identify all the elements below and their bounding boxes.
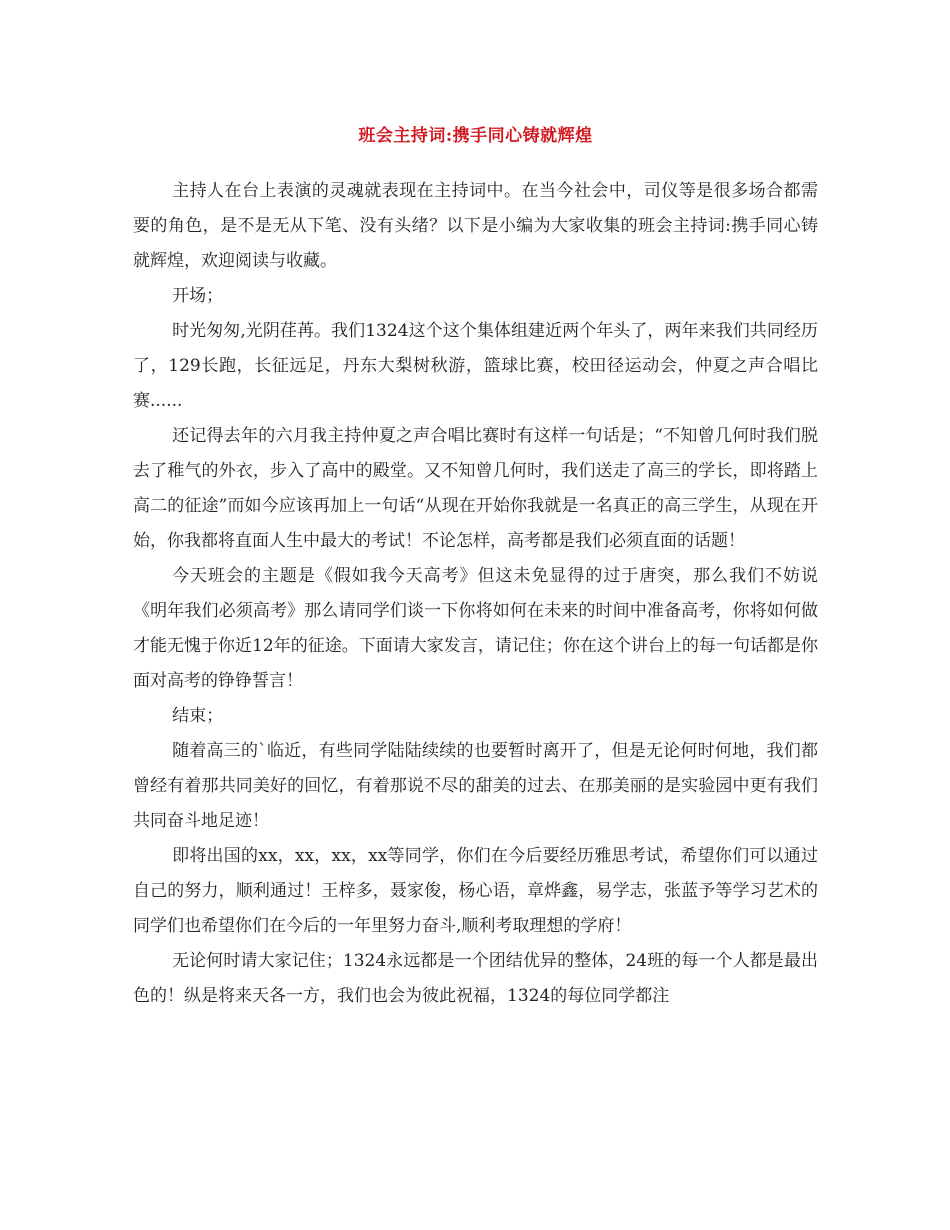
paragraph: 即将出国的xx，xx，xx，xx等同学，你们在今后要经历雅思考试，希望你们可以通过自己的努力，顺利通过！王梓多，聂家俊，杨心语，章烨鑫，易学志，张蓝予等学习艺术的同学们也希望你们在今后的一年里努力奋斗,顺利考取理想的学府！ [133,846,818,936]
paragraph: 无论何时请大家记住；1324永远都是一个团结优异的整体，24班的每一个人都是最出色的！纵是将来天各一方，我们也会为彼此祝福，1324的每位同学都注 [133,951,818,1006]
document-body [133,174,818,1014]
paragraph-opening-heading: 开场； [172,286,224,306]
paragraph-intro: 主持人在台上表演的灵魂就表现在主持词中。在当今社会中，司仪等是很多场合都需要的角色，是不是无从下笔、没有头绪？以下是小编为大家收集的班会主持词:携手同心铸就辉煌，欢迎阅读与收藏。 [133,181,818,271]
paragraph: 还记得去年的六月我主持仲夏之声合唱比赛时有这样一句话是；“不知曾几何时我们脱去了稚气的外衣，步入了高中的殿堂。又不知曾几何时，我们送走了高三的学长，即将踏上高二的征途”而如今应该再加上一句话“从现在开始你我就是一名真正的高三学生，从现在开始，你我都将直面人生中最大的考试！不论怎样，高考都是我们必须直面的话题！ [133,426,818,551]
paragraph: 时光匆匆,光阴荏苒。我们1324这个这个集体组建近两个年头了，两年来我们共同经历了，129长跑，长征远足，丹东大梨树秋游，篮球比赛，校田径运动会，仲夏之声合唱比赛...... [133,321,818,411]
paragraph: 今天班会的主题是《假如我今天高考》但这未免显得的过于唐突，那么我们不妨说《明年我们必须高考》那么请同学们谈一下你将如何在未来的时间中准备高考，你将如何做才能无愧于你近12年的征途。下面请大家发言，请记住；你在这个讲台上的每一句话都是你面对高考的铮铮誓言！ [133,566,818,691]
paragraph: 随着高三的`临近，有些同学陆陆续续的也要暂时离开了，但是无论何时何地，我们都曾经有着那共同美好的回忆，有着那说不尽的甜美的过去、在那美丽的是实验园中更有我们共同奋斗地足迹！ [133,741,818,831]
document-title: 班会主持词:携手同心铸就辉煌 [358,126,593,146]
paragraph-closing-heading: 结束； [172,706,224,726]
